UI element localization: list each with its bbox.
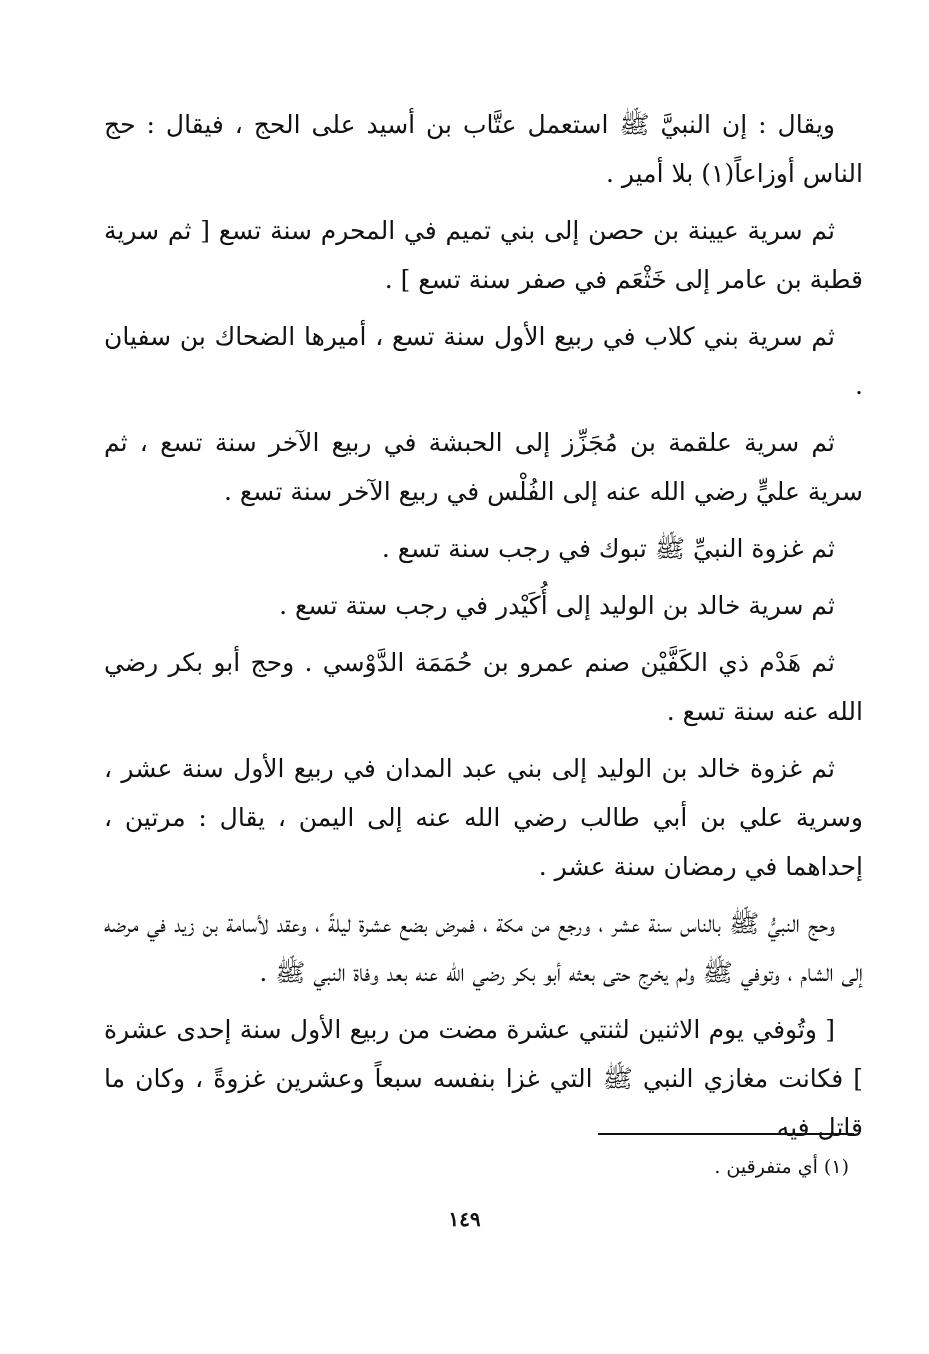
paragraph-4: ثم سرية علقمة بن مُجَزِّز إلى الحبشة في ربيع الآخر سنة تسع ، ثم سرية عليٍّ رضي الله عنه إلى الفُلْس في ربيع الآخر سنة تسع . — [104, 428, 863, 506]
paragraph-9: وحج النبيُّ ﷺ بالناس سنة عشر ، ورجع من مكة ، فمرض بضع عشرة ليلةً ، وعقد لأسامة بن زيد في مرضه إلى الشام ، وتوفي ﷺ ولم يخرج حتى بعثه أبو بكر رضي الله عنه بعد وفاة النبي ﷺ . — [104, 909, 863, 987]
paragraph-7: ثم هَدْم ذي الكَفَّيْن صنم عمرو بن حُمَمَة الدَّوْسي . وحج أبو بكر رضي الله عنه سنة تسع . — [104, 648, 863, 726]
paragraph-8: ثم غزوة خالد بن الوليد إلى بني عبد المدان في ربيع الأول سنة عشر ، وسرية علي بن أبي طالب رضي الله عنه إلى اليمن ، يقال : مرتين ، إحداهما في رمضان سنة عشر . — [104, 754, 863, 881]
paragraph-10: [ وتُوفي يوم الاثنين لثنتي عشرة مضت من ربيع الأول سنة إحدى عشرة ] فكانت مغازي النبي ﷺ التي غزا بنفسه سبعاً وعشرين غزوةً ، وكان ما قاتل فيه — [104, 1015, 863, 1142]
footnote: (١) أي متفرقين . — [714, 1156, 849, 1178]
main-text — [104, 100, 863, 1152]
paragraph-3: ثم سرية بني كلاب في ربيع الأول سنة تسع ، أميرها الضحاك بن سفيان . — [104, 322, 863, 400]
paragraph-1: ويقال : إن النبيَّ ﷺ استعمل عتَّاب بن أسيد على الحج ، فيقال : حج الناس أوزاعاً(١) بلا أمير . — [104, 110, 863, 188]
paragraph-2: ثم سرية عيينة بن حصن إلى بني تميم في المحرم سنة تسع [ ثم سرية قطبة بن عامر إلى خَثْعَم في صفر سنة تسع ] . — [104, 216, 863, 294]
paragraph-5: ثم غزوة النبيِّ ﷺ تبوك في رجب سنة تسع . — [381, 534, 835, 563]
paragraph-6: ثم سرية خالد بن الوليد إلى أُكَيْدر في رجب ستة تسع . — [279, 591, 835, 620]
footnote-divider — [598, 1133, 854, 1135]
page-number: ١٤٩ — [448, 1207, 481, 1231]
